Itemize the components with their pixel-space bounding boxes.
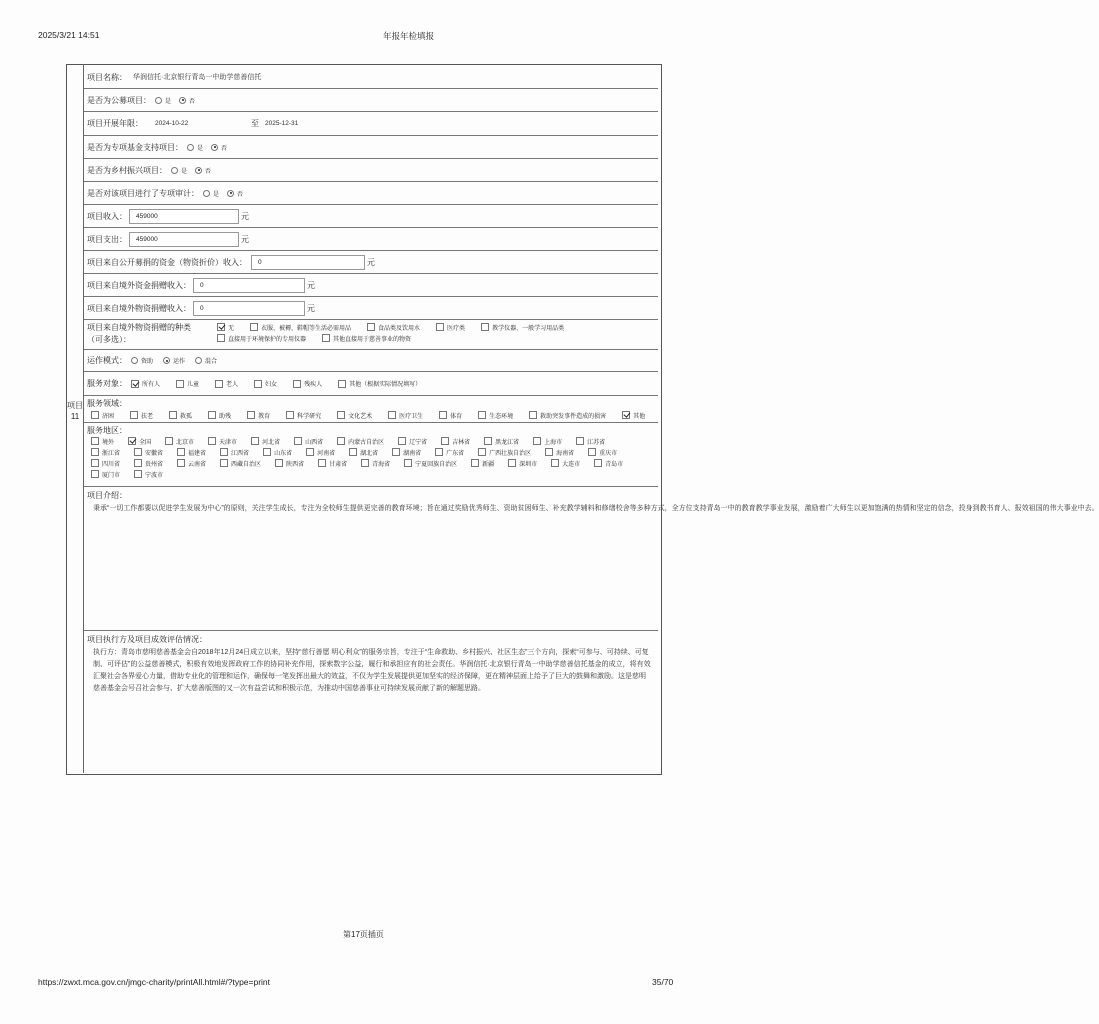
field-11-label: 其他	[633, 413, 646, 420]
public-funds-unit: 元	[367, 257, 375, 267]
audit-no-label: 否	[237, 191, 244, 198]
target-5-chk[interactable]	[338, 380, 346, 388]
region-21-chk[interactable]	[478, 448, 486, 456]
region-14-chk[interactable]	[177, 448, 185, 456]
region-32-item	[467, 458, 504, 468]
region-32-label: 新疆	[482, 461, 495, 468]
region-22-label: 海南省	[556, 450, 575, 457]
public-yes-radio[interactable]	[155, 97, 162, 104]
region-6-label: 内蒙古自治区	[348, 439, 385, 446]
region-8-label: 吉林省	[452, 439, 471, 446]
field-0-chk[interactable]	[91, 411, 99, 419]
audit-yes-radio[interactable]	[203, 190, 210, 197]
field-3-item	[204, 410, 243, 420]
goods-type-6-item	[318, 333, 423, 343]
region-33-chk[interactable]	[508, 459, 516, 467]
mode-0-label: 资助	[141, 359, 154, 365]
goods-type-3-label: 医疗类	[447, 325, 466, 332]
public-yes-label: 是	[165, 98, 172, 105]
fund-no-label: 否	[221, 145, 228, 152]
field-7-chk[interactable]	[388, 411, 396, 419]
mode-options	[127, 356, 223, 365]
field-2-item	[165, 410, 204, 420]
field-7-item	[384, 410, 435, 420]
fund-no-radio[interactable]	[211, 144, 218, 151]
expense-unit: 元	[241, 234, 249, 244]
region-25-item	[130, 458, 173, 468]
region-11-item	[572, 436, 615, 446]
goods-type-label-2: （可多选）：	[87, 335, 131, 344]
region-4-chk[interactable]	[251, 437, 259, 445]
mode-label: 运作模式：	[87, 356, 127, 365]
field-0-label: 济困	[102, 413, 115, 420]
intro-label: 项目介绍：	[87, 491, 127, 500]
region-34-label: 大连市	[562, 461, 581, 468]
region-2-item	[161, 436, 204, 446]
mode-2-item	[191, 356, 223, 365]
region-11-label: 江苏省	[587, 439, 606, 446]
region-1-chk[interactable]	[128, 437, 136, 445]
mode-1-item	[159, 356, 191, 365]
region-19-label: 湖南省	[403, 450, 422, 457]
region-5-chk[interactable]	[294, 437, 302, 445]
goods-type-6-label: 其他直接用于慈善事业的物资	[333, 336, 412, 343]
fund-label: 是否为专项基金支持项目：	[87, 142, 183, 152]
region-34-chk[interactable]	[551, 459, 559, 467]
income-unit: 元	[241, 211, 249, 221]
page-note: 第17页插页	[343, 930, 384, 939]
region-7-label: 辽宁省	[409, 439, 428, 446]
audit-no-radio[interactable]	[227, 190, 234, 197]
field-5-item	[282, 410, 333, 420]
end-date: 2025-12-31	[265, 120, 299, 127]
region-6-item	[333, 436, 394, 446]
row-goods-type	[84, 320, 658, 350]
region-28-chk[interactable]	[275, 459, 283, 467]
region-18-item	[345, 447, 388, 457]
target-3-item	[250, 379, 289, 388]
row-field	[84, 396, 658, 423]
region-13-item	[130, 447, 173, 457]
region-7-chk[interactable]	[398, 437, 406, 445]
field-9-label: 生态环境	[489, 413, 514, 420]
mode-2-label: 混合	[205, 359, 218, 365]
foreign-goods-input[interactable]: 0	[193, 301, 305, 316]
region-8-chk[interactable]	[441, 437, 449, 445]
public-funds-input[interactable]: 0	[251, 255, 365, 270]
field-7-label: 医疗卫生	[399, 413, 424, 420]
region-30-chk[interactable]	[361, 459, 369, 467]
footer-page: 35/70	[652, 977, 674, 987]
field-9-chk[interactable]	[478, 411, 486, 419]
target-1-item	[172, 379, 211, 388]
project-name-value: 华润信托·北京银行青岛一中助学慈善信托	[133, 74, 262, 81]
foreign-money-input[interactable]: 0	[193, 278, 305, 293]
region-28-item	[271, 458, 314, 468]
field-0-item	[87, 410, 126, 420]
region-31-chk[interactable]	[404, 459, 412, 467]
region-35-chk[interactable]	[594, 459, 602, 467]
region-20-label: 广东省	[446, 450, 465, 457]
region-9-label: 黑龙江省	[495, 439, 520, 446]
region-14-label: 福建省	[188, 450, 207, 457]
region-16-label: 山东省	[274, 450, 293, 457]
start-date: 2024-10-22	[155, 120, 189, 127]
region-14-item	[173, 447, 216, 457]
region-4-item	[247, 436, 290, 446]
row-intro	[84, 487, 1099, 631]
region-21-item	[474, 447, 541, 457]
region-27-chk[interactable]	[220, 459, 228, 467]
rural-yes-label: 是	[181, 168, 188, 175]
project-name-label: 项目名称：	[87, 72, 127, 82]
region-10-label: 上海市	[544, 439, 563, 446]
target-5-item	[334, 379, 433, 388]
field-4-chk[interactable]	[247, 411, 255, 419]
target-label: 服务对象：	[87, 379, 127, 388]
region-2-chk[interactable]	[165, 437, 173, 445]
region-34-item	[547, 458, 590, 468]
region-9-chk[interactable]	[484, 437, 492, 445]
region-4-label: 河北省	[262, 439, 281, 446]
intro-text: 秉承“一切工作都要以促进学生发展为中心”的原则，关注学生成长，专注为全校师生提供更完善的教育环境；旨在通过奖励优秀师生、资助贫困师生、补充教学辅料和修缮校舍等多种方式，全方位支持青岛一中的教育教学事业发展，激励着广大师生以更加饱满的热情和坚定的信念，投身到教书育人、报效祖国的伟大事业中去。	[93, 505, 1099, 512]
field-3-chk[interactable]	[208, 411, 216, 419]
region-33-label: 深圳市	[519, 461, 538, 468]
region-0-label: 境外	[102, 439, 115, 446]
public-label: 是否为公募项目：	[87, 95, 151, 105]
target-5-label: 其他（根据实际情况填写）	[349, 382, 422, 388]
mode-0-radio[interactable]	[131, 357, 138, 364]
region-25-chk[interactable]	[134, 459, 142, 467]
row-public	[84, 89, 658, 112]
exec-label: 项目执行方及项目成效评估情况：	[87, 635, 207, 644]
region-31-label: 宁夏回族自治区	[415, 461, 458, 468]
field-8-item	[435, 410, 474, 420]
rural-label: 是否为乡村振兴项目：	[87, 165, 167, 175]
target-0-label: 所有人	[142, 382, 161, 388]
region-26-item	[173, 458, 216, 468]
mode-0-item	[127, 356, 159, 365]
region-2-label: 北京市	[176, 439, 195, 446]
region-8-item	[437, 436, 480, 446]
goods-type-0-item	[213, 322, 246, 332]
field-3-label: 助残	[219, 413, 232, 420]
goods-type-4-item	[477, 322, 576, 332]
region-29-label: 甘肃省	[329, 461, 348, 468]
region-24-chk[interactable]	[91, 459, 99, 467]
region-5-label: 山西省	[305, 439, 324, 446]
region-35-item	[590, 458, 633, 468]
row-expense	[84, 228, 658, 251]
region-29-item	[314, 458, 357, 468]
region-23-chk[interactable]	[588, 448, 596, 456]
region-0-item	[87, 436, 124, 446]
target-options	[127, 379, 433, 388]
region-10-item	[529, 436, 572, 446]
region-37-chk[interactable]	[134, 470, 142, 478]
goods-type-2-label: 食品类及饮用水	[378, 325, 421, 332]
region-22-chk[interactable]	[545, 448, 553, 456]
field-6-chk[interactable]	[337, 411, 345, 419]
target-0-chk[interactable]	[131, 380, 139, 388]
region-32-chk[interactable]	[471, 459, 479, 467]
field-8-label: 体育	[450, 413, 463, 420]
row-target	[84, 372, 658, 396]
region-20-chk[interactable]	[435, 448, 443, 456]
foreign-money-label: 项目来自境外资金捐赠收入：	[87, 280, 191, 290]
goods-type-5-label: 直接用于环境保护的专用仪器	[228, 336, 307, 343]
region-23-item	[584, 447, 627, 457]
region-15-item	[216, 447, 259, 457]
field-2-chk[interactable]	[169, 411, 177, 419]
row-rural	[84, 159, 658, 182]
to-label: 至	[251, 119, 259, 128]
region-29-chk[interactable]	[318, 459, 326, 467]
region-18-chk[interactable]	[349, 448, 357, 456]
region-11-chk[interactable]	[576, 437, 584, 445]
row-region	[84, 423, 658, 487]
row-duration	[84, 112, 658, 136]
region-15-label: 江西省	[231, 450, 250, 457]
region-17-item	[302, 447, 345, 457]
region-31-item	[400, 458, 467, 468]
fund-yes-radio[interactable]	[187, 144, 194, 151]
field-5-label: 科学研究	[297, 413, 322, 420]
region-13-chk[interactable]	[134, 448, 142, 456]
row-project-name	[84, 66, 658, 89]
mode-2-radio[interactable]	[195, 357, 202, 364]
goods-type-5-chk[interactable]	[217, 334, 225, 342]
goods-type-options	[213, 322, 653, 343]
region-16-item	[259, 447, 302, 457]
target-2-label: 老人	[226, 382, 239, 388]
region-33-item	[504, 458, 547, 468]
region-24-label: 四川省	[102, 461, 121, 468]
row-foreign-money	[84, 274, 658, 297]
goods-type-3-chk[interactable]	[436, 323, 444, 331]
target-3-chk[interactable]	[254, 380, 262, 388]
income-input[interactable]: 459000	[129, 209, 239, 224]
region-36-item	[87, 469, 130, 479]
goods-type-6-chk[interactable]	[322, 334, 330, 342]
income-label: 项目收入：	[87, 211, 127, 221]
target-1-chk[interactable]	[176, 380, 184, 388]
row-income	[84, 205, 658, 228]
region-36-chk[interactable]	[91, 470, 99, 478]
row-public-funds	[84, 251, 658, 274]
field-4-item	[243, 410, 282, 420]
goods-type-1-item	[246, 322, 363, 332]
row-mode	[84, 350, 658, 372]
duration-label: 项目开展年限：	[87, 119, 143, 128]
footer-url: https://zwxt.mca.gov.cn/jmgc-charity/printAll.html#/?type=print	[38, 977, 271, 987]
foreign-goods-label: 项目来自境外物资捐赠收入：	[87, 303, 191, 313]
region-30-label: 青海省	[372, 461, 391, 468]
region-25-label: 贵州省	[145, 461, 164, 468]
field-10-chk[interactable]	[529, 411, 537, 419]
region-12-chk[interactable]	[91, 448, 99, 456]
region-7-item	[394, 436, 437, 446]
goods-type-2-item	[363, 322, 432, 332]
region-1-label: 全国	[139, 439, 152, 446]
target-4-chk[interactable]	[293, 380, 301, 388]
region-19-chk[interactable]	[392, 448, 400, 456]
goods-type-1-label: 衣服、被褥、鞋帽等生活必需用品	[261, 325, 352, 332]
goods-type-0-label: 无	[228, 325, 235, 332]
region-options	[87, 436, 657, 479]
goods-type-4-chk[interactable]	[481, 323, 489, 331]
region-12-label: 浙江省	[102, 450, 121, 457]
region-12-item	[87, 447, 130, 457]
goods-type-5-item	[213, 333, 318, 343]
goods-type-0-chk[interactable]	[217, 323, 225, 331]
side-label: 项目11	[67, 401, 83, 421]
region-19-item	[388, 447, 431, 457]
region-9-item	[480, 436, 529, 446]
goods-type-3-item	[432, 322, 477, 332]
region-13-label: 安徽省	[145, 450, 164, 457]
print-title: 年报年检填报	[383, 31, 435, 41]
field-label: 服务领域：	[87, 399, 127, 408]
expense-label: 项目支出：	[87, 234, 127, 244]
region-23-label: 重庆市	[599, 450, 618, 457]
field-4-label: 教育	[258, 413, 271, 420]
goods-type-label-1: 项目来自境外物资捐赠的种类	[87, 323, 191, 332]
region-1-item	[124, 436, 161, 446]
field-10-item	[525, 410, 618, 420]
region-28-label: 陕西省	[286, 461, 305, 468]
goods-type-4-label: 教学仪器、一般学习用品类	[492, 325, 565, 332]
public-no-radio[interactable]	[179, 97, 186, 104]
field-11-chk[interactable]	[622, 411, 630, 419]
target-2-chk[interactable]	[215, 380, 223, 388]
region-27-item	[216, 458, 271, 468]
field-9-item	[474, 410, 525, 420]
field-2-label: 救孤	[180, 413, 193, 420]
field-1-label: 扶老	[141, 413, 154, 420]
fund-yes-label: 是	[197, 145, 204, 152]
region-3-label: 天津市	[219, 439, 238, 446]
region-17-chk[interactable]	[306, 448, 314, 456]
field-11-item	[618, 410, 657, 420]
field-1-item	[126, 410, 165, 420]
region-17-label: 河南省	[317, 450, 336, 457]
region-3-chk[interactable]	[208, 437, 216, 445]
rural-no-label: 否	[205, 168, 212, 175]
rural-no-radio[interactable]	[195, 167, 202, 174]
print-datetime: 2025/3/21 14:51	[38, 30, 100, 40]
row-special-fund	[84, 136, 658, 159]
region-5-item	[290, 436, 333, 446]
goods-type-2-chk[interactable]	[367, 323, 375, 331]
field-5-chk[interactable]	[286, 411, 294, 419]
region-10-chk[interactable]	[533, 437, 541, 445]
field-1-chk[interactable]	[130, 411, 138, 419]
region-27-label: 西藏自治区	[231, 461, 262, 468]
field-options	[87, 410, 658, 420]
region-20-item	[431, 447, 474, 457]
region-26-chk[interactable]	[177, 459, 185, 467]
region-26-label: 云南省	[188, 461, 207, 468]
region-16-chk[interactable]	[263, 448, 271, 456]
region-21-label: 广西壮族自治区	[489, 450, 532, 457]
region-37-item	[130, 469, 173, 479]
region-3-item	[204, 436, 247, 446]
row-audit	[84, 182, 658, 205]
region-22-item	[541, 447, 584, 457]
target-2-item	[211, 379, 250, 388]
region-35-label: 青岛市	[605, 461, 624, 468]
target-4-item	[289, 379, 334, 388]
field-6-item	[333, 410, 384, 420]
target-0-item	[127, 379, 172, 388]
target-4-label: 残疾人	[304, 382, 323, 388]
region-0-chk[interactable]	[91, 437, 99, 445]
rural-yes-radio[interactable]	[171, 167, 178, 174]
field-8-chk[interactable]	[439, 411, 447, 419]
audit-label: 是否对该项目进行了专项审计：	[87, 188, 199, 198]
region-6-chk[interactable]	[337, 437, 345, 445]
foreign-goods-unit: 元	[307, 303, 315, 313]
target-1-label: 儿童	[187, 382, 200, 388]
goods-type-1-chk[interactable]	[250, 323, 258, 331]
target-3-label: 妇女	[265, 382, 278, 388]
field-6-label: 文化艺术	[348, 413, 373, 420]
mode-1-radio[interactable]	[163, 357, 170, 364]
public-no-label: 否	[189, 98, 196, 105]
region-36-label: 厦门市	[102, 472, 121, 479]
region-37-label: 宁波市	[145, 472, 164, 479]
region-18-label: 湖北省	[360, 450, 379, 457]
audit-yes-label: 是	[213, 191, 220, 198]
public-funds-label: 项目来自公开募捐的资金（物资折价）收入：	[87, 257, 247, 267]
region-30-item	[357, 458, 400, 468]
foreign-money-unit: 元	[307, 280, 315, 290]
region-label: 服务地区：	[87, 426, 127, 435]
expense-input[interactable]: 459000	[129, 232, 239, 247]
field-10-label: 救助突发事件造成的损害	[540, 413, 607, 420]
row-exec	[84, 631, 658, 772]
region-24-item	[87, 458, 130, 468]
region-15-chk[interactable]	[220, 448, 228, 456]
row-foreign-goods	[84, 297, 658, 320]
mode-1-label: 运作	[173, 359, 186, 365]
exec-text: 执行方：青岛市慈明慈善基金会自2018年12月24日成立以来，坚持“慈行善愿 明心利众”的服务宗旨，专注于“生命救助、乡村振兴、社区生态”三个方向，探索“可参与、可持续、可复制、可评估”的公益慈善模式，积极有效地发挥政府工作的协同补充作用，探索数字公益，履行和承担应有的社会责任。华润信托·北京银行青岛一中助学慈善信托基金的成立，将有效汇聚社会各界爱心力量，借助专业化的管理和运作，确保每一笔发挥出最大的效益，不仅为学生发展提供更加坚实的经济保障，更在精神层面上给予了巨大的鼓舞和激励。这是慈明慈善基金会号召社会参与、扩大慈善版图的又一次有益尝试和积极示范，为推动中国慈善事业可持续发展贡献了新的解题思路。	[93, 649, 651, 692]
